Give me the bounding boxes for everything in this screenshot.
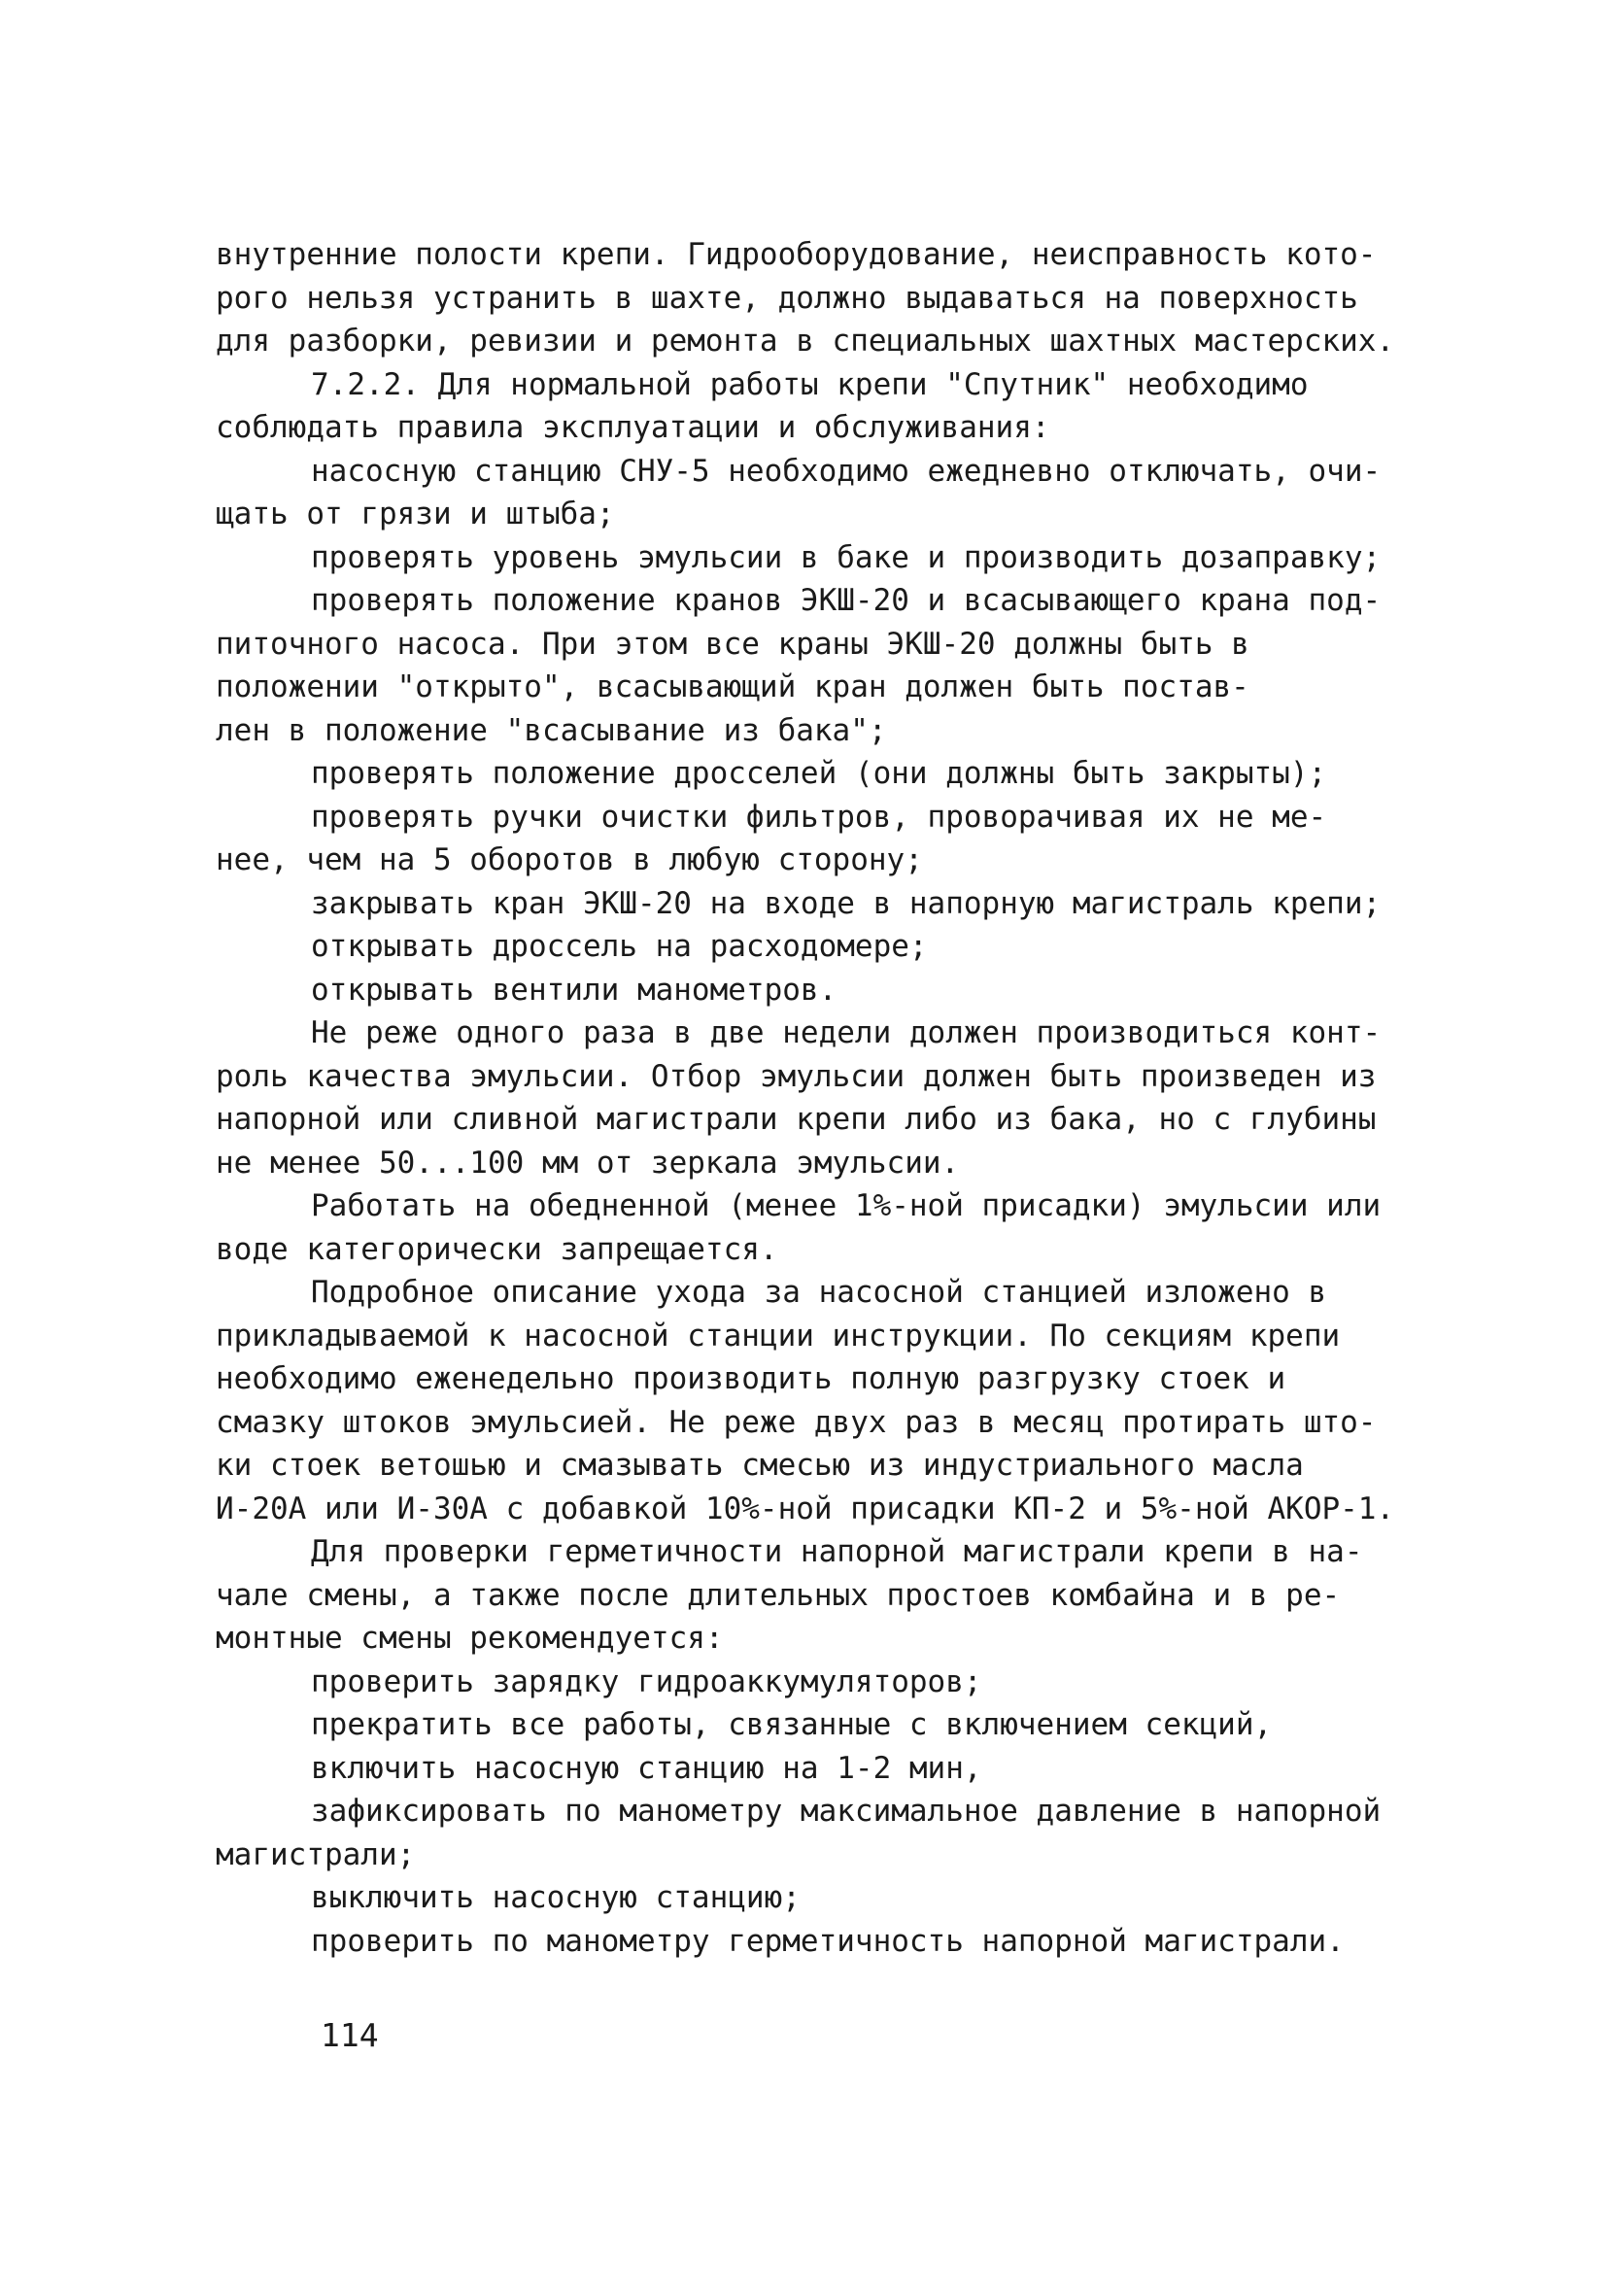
- text-line: монтные смены рекомендуется:: [216, 1621, 724, 1656]
- text-line: Работать на обедненной (менее 1%-ной присадки) эмульсии или: [311, 1188, 1382, 1223]
- document-body: [216, 233, 1395, 1963]
- text-line: проверять положение кранов ЭКШ-20 и всасывающего крана под-: [311, 583, 1382, 618]
- text-line: прикладываемой к насосной станции инструкции. По секциям крепи: [216, 1318, 1341, 1354]
- text-line: положении "открыто", всасывающий кран должен быть постав-: [216, 669, 1249, 704]
- text-line: выключить насосную станцию;: [311, 1880, 801, 1915]
- text-line: нее, чем на 5 оборотов в любую сторону;: [216, 842, 923, 877]
- text-line: проверять уровень эмульсии в баке и производить дозаправку;: [311, 539, 1382, 575]
- text-line: соблюдать правила эксплуатации и обслуживания:: [216, 410, 1050, 445]
- text-line: закрывать кран ЭКШ-20 на входе в напорную магистраль крепи;: [311, 885, 1382, 921]
- text-line: лен в положение "всасывание из бака";: [216, 712, 887, 748]
- text-line: ки стоек ветошью и смазывать смесью из индустриального масла: [216, 1448, 1304, 1483]
- text-line: чале смены, а также после длительных простоев комбайна и в ре-: [216, 1577, 1341, 1613]
- text-line: И-20А или И-30А с добавкой 10%-ной присадки КП-2 и 5%-ной АКОР-1.: [216, 1491, 1395, 1526]
- text-line: насосную станцию СНУ-5 необходимо ежедневно отключать, очи-: [311, 453, 1382, 489]
- text-line: Не реже одного раза в две недели должен производиться конт-: [311, 1015, 1382, 1050]
- text-line: проверить зарядку гидроаккумуляторов;: [311, 1663, 982, 1699]
- text-line: Для проверки герметичности напорной магистрали крепи в на-: [311, 1534, 1363, 1569]
- text-line: для разборки, ревизии и ремонта в специальных шахтных мастерских.: [216, 324, 1395, 359]
- page-number: 114: [321, 2016, 379, 2054]
- text-line: рого нельзя устранить в шахте, должно выдаваться на поверхность: [216, 280, 1358, 316]
- text-line: щать от грязи и штыба;: [216, 497, 615, 531]
- text-line: необходимо еженедельно производить полную разгрузку стоек и: [216, 1361, 1286, 1396]
- text-line: проверять ручки очистки фильтров, проворачивая их не ме-: [311, 799, 1327, 835]
- text-line: прекратить все работы, связанные с включением секций,: [311, 1707, 1273, 1742]
- text-line: проверять положение дросселей (они должны быть закрыты);: [311, 756, 1327, 791]
- text-line: роль качества эмульсии. Отбор эмульсии должен быть произведен из: [216, 1058, 1377, 1094]
- text-line: напорной или сливной магистрали крепи либо из бака, но с глубины: [216, 1102, 1377, 1137]
- text-line: открывать вентили манометров.: [311, 972, 837, 1008]
- text-line: Подробное описание ухода за насосной станцией изложено в: [311, 1275, 1327, 1310]
- text-line: воде категорически запрещается.: [216, 1231, 778, 1267]
- text-line: внутренние полости крепи. Гидрооборудование, неисправность кото-: [216, 237, 1377, 272]
- text-line: смазку штоков эмульсией. Не реже двух раз в месяц протирать што-: [216, 1404, 1377, 1440]
- text-line: включить насосную станцию на 1-2 мин,: [311, 1750, 982, 1786]
- text-line: не менее 50...100 мм от зеркала эмульсии.: [216, 1145, 960, 1181]
- text-line: зафиксировать по манометру максимальное давление в напорной: [311, 1794, 1382, 1829]
- text-line: питочного насоса. При этом все краны ЭКШ-20 должны быть в: [216, 626, 1249, 662]
- text-line: магистрали;: [216, 1836, 416, 1872]
- text-line: 7.2.2. Для нормальной работы крепи "Спутник" необходимо: [311, 366, 1309, 402]
- text-line: открывать дроссель на расходомере;: [311, 929, 928, 964]
- text-line: проверить по манометру герметичность напорной магистрали.: [311, 1923, 1345, 1959]
